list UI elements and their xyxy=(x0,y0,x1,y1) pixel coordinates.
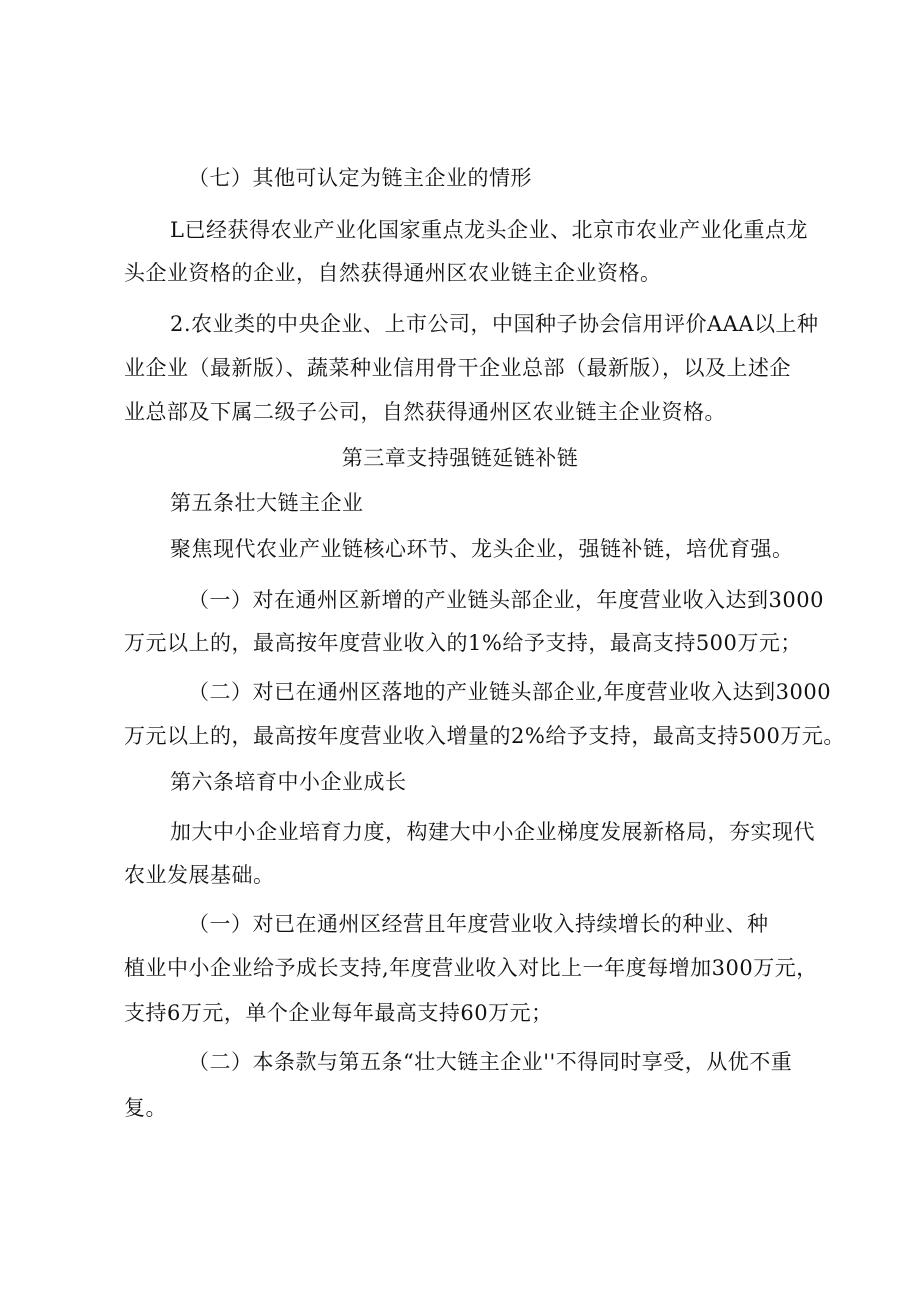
article-six-item-2-line-2: 复。 xyxy=(124,1096,167,1120)
article-six-item-1-line-1: （一）对已在通州区经营且年度营业收入持续增长的种业、种 xyxy=(188,912,769,936)
article-five-item-2-line-1: （二）对已在通州区落地的产业链头部企业,年度营业收入达到3000 xyxy=(188,680,832,704)
article-six-intro-line-1: 加大中小企业培育力度，构建大中小企业梯度发展新格局，夯实现代 xyxy=(170,820,815,844)
article-five-item-1-line-1: （一）对在通州区新增的产业链头部企业，年度营业收入达到3000 xyxy=(188,588,824,612)
article-six-item-2-line-1: （二）本条款与第五条“壮大链主企业''不得同时享受，从优不重 xyxy=(188,1050,793,1074)
article-five-item-1-line-2: 万元以上的，最高按年度营业收入的1%给予支持，最高支持500万元； xyxy=(124,631,802,655)
article-five-item-2-line-2: 万元以上的，最高按年度营业收入增量的2%给予支持，最高支持500万元。 xyxy=(124,724,845,748)
article-six-item-1-line-2: 植业中小企业给予成长支持,年度营业收入对比上一年度每增加300万元， xyxy=(124,956,818,980)
article-six-item-1-line-3: 支持6万元，单个企业每年最高支持60万元； xyxy=(124,1001,553,1025)
chapter-three-heading: 第三章支持强链延链补链 xyxy=(341,446,579,470)
item-seven-heading: （七）其他可认定为链主企业的情形 xyxy=(188,166,532,190)
article-six-heading: 第六条培育中小企业成长 xyxy=(170,770,407,794)
paragraph-2-line-2: 业企业（最新版）、蔬菜种业信用骨干企业总部（最新版），以及上述企 xyxy=(124,356,791,380)
article-five-heading: 第五条壮大链主企业 xyxy=(170,491,364,515)
article-six-intro-line-2: 农业发展基础。 xyxy=(124,863,275,887)
article-five-intro: 聚焦现代农业产业链核心环节、龙头企业，强链补链，培优育强。 xyxy=(170,537,794,561)
paragraph-1-line-1: L已经获得农业产业化国家重点龙头企业、北京市农业产业化重点龙 xyxy=(170,218,808,242)
paragraph-2-line-1: 2.农业类的中央企业、上市公司，中国种子协会信用评价AAA以上种 xyxy=(170,312,819,336)
paragraph-2-line-3: 业总部及下属二级子公司，自然获得通州区农业链主企业资格。 xyxy=(124,400,726,424)
paragraph-1-line-2: 头企业资格的企业，自然获得通州区农业链主企业资格。 xyxy=(124,261,662,285)
